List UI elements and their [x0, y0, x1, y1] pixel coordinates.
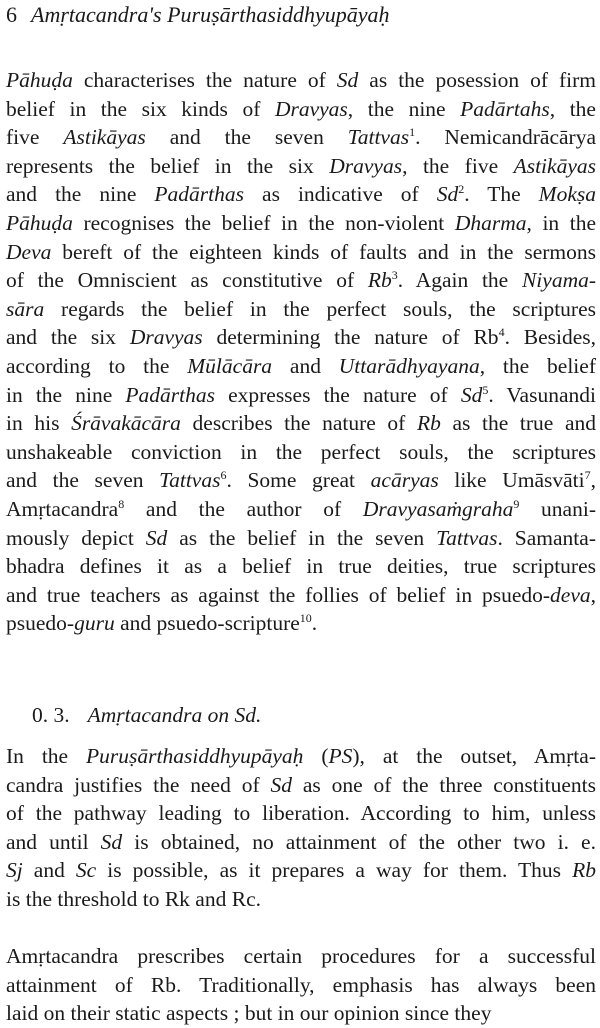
italic-term: Sc [75, 858, 97, 883]
italic-term: PS [328, 744, 353, 768]
text-run: represents the belief in the six [6, 153, 330, 178]
text-run: , the five [402, 153, 514, 178]
footnote-marker: 7 [584, 468, 591, 483]
footnote-marker: 10 [299, 611, 312, 626]
text-line [6, 352, 596, 381]
italic-term: Śrāvakācāra [71, 411, 181, 436]
text-run: . Again the [397, 268, 522, 293]
italic-term: Uttarādhyayana [338, 353, 480, 378]
italic-term: Dharma [454, 210, 527, 235]
running-header [6, 2, 596, 28]
text-run: . Nemicandrācārya [415, 125, 596, 150]
text-run: ( [303, 744, 329, 768]
text-run: , [590, 468, 596, 493]
footnote-marker: 2 [458, 182, 465, 197]
text-run: , in the [526, 210, 596, 235]
text-run: attainment of Rb. Traditionally, emphasis has always been [6, 972, 596, 997]
text-line [6, 856, 596, 885]
text-run: as the belief in the seven [167, 525, 437, 550]
italic-term: Astikāyas [63, 125, 146, 150]
text-run: psuedo- [6, 611, 75, 636]
section-title: Amṛtacandra on Sd. [87, 703, 262, 727]
text-line [6, 495, 596, 524]
text-run: expresses the nature of [214, 382, 461, 407]
text-line [6, 799, 596, 828]
text-run: , the nine [347, 96, 461, 121]
text-run: as one of the three constituents [291, 772, 596, 797]
italic-term: guru [74, 611, 115, 636]
italic-term: Padārtahs [460, 96, 550, 121]
text-run: candra justifies the need of [6, 772, 271, 797]
text-run: unshakeable conviction in the perfect souls, the scriptures [6, 439, 596, 464]
italic-term: Sd [100, 829, 123, 854]
text-run: determining the nature of Rb [202, 325, 499, 350]
text-run: as the posession of firm [358, 68, 597, 92]
text-line [6, 323, 596, 352]
text-run: and [22, 858, 76, 883]
text-run: and the seven [145, 125, 348, 150]
text-run: and the nine [6, 182, 155, 207]
text-run: and the six [6, 325, 130, 350]
italic-term: Dravyas [129, 325, 203, 350]
text-line [6, 942, 596, 971]
page-number: 6 [6, 2, 17, 27]
text-run: according to the [6, 353, 188, 378]
italic-term: Dravyasaṁgraha [362, 496, 514, 521]
italic-term: Rb [416, 411, 441, 436]
text-line [6, 742, 596, 771]
footnote-marker: 5 [482, 382, 489, 397]
text-run: characterises the nature of [72, 68, 337, 92]
text-run: and true teachers as against the follies of belief in psuedo- [6, 582, 551, 607]
text-run: is the threshold to Rk and Rc. [6, 886, 261, 911]
text-line [6, 466, 596, 495]
text-run: and psuedo-scripture [114, 611, 300, 636]
text-line [6, 438, 596, 467]
italic-term: Padārthas [125, 382, 215, 407]
section-number: 0. 3. [32, 703, 70, 727]
text-line [6, 180, 596, 209]
text-line [6, 828, 596, 857]
paragraph-1 [6, 66, 596, 638]
text-run: in the nine [6, 382, 126, 407]
text-run: is obtained, no attainment of the other two i. e. [122, 829, 596, 854]
text-line [6, 123, 596, 152]
text-run: five [6, 125, 64, 150]
text-run: , [590, 582, 596, 607]
paragraph-3 [6, 942, 596, 1028]
text-line [6, 885, 596, 914]
text-line [6, 295, 596, 324]
italic-term: acāryas [370, 468, 439, 493]
text-line [6, 581, 596, 610]
text-run: as indicative of [244, 182, 437, 207]
text-run: describes the nature of [180, 411, 417, 436]
text-run: in his [6, 411, 72, 436]
text-line [6, 152, 596, 181]
text-run: and the author of [124, 496, 363, 521]
text-run: and until [6, 829, 101, 854]
text-run: . Vasunandi [488, 382, 596, 407]
italic-term: Mūlācāra [187, 353, 273, 378]
text-line [6, 971, 596, 1000]
italic-term: Pāhuḍa [6, 210, 73, 235]
italic-term: Tattvas [159, 468, 221, 493]
italic-term: Sd [270, 772, 292, 797]
text-run: recognises the belief in the non-violent [72, 210, 455, 235]
text-run: Amṛtacandra prescribes certain procedures for a successful [6, 944, 596, 968]
text-run: laid on their static aspects ; but in our opinion since they [6, 1001, 492, 1026]
footnote-marker: 9 [513, 496, 520, 511]
text-run: of the Omniscient as constitutive of [6, 268, 368, 293]
text-line [6, 771, 596, 800]
text-line [6, 524, 596, 553]
text-run: mously depict [6, 525, 146, 550]
italic-term: Dravyas [329, 153, 403, 178]
italic-term: Deva [6, 239, 52, 264]
italic-term: Astikāyas [513, 153, 596, 178]
text-run: as the true and [440, 411, 596, 436]
text-run: and the seven [6, 468, 160, 493]
text-run: bereft of the eighteen kinds of faults and in the sermons [51, 239, 596, 264]
italic-term: Rb [367, 268, 392, 293]
footnote-marker: 6 [220, 468, 227, 483]
italic-term: Puruṣārthasiddhyupāyaḥ [86, 744, 304, 768]
footnote-marker: 3 [391, 268, 398, 282]
text-line [6, 209, 596, 238]
text-run: . Some great [226, 468, 371, 493]
italic-term: deva [550, 582, 591, 607]
text-run: . Samanta- [497, 525, 596, 550]
paragraph-2 [6, 742, 596, 914]
text-run: of the pathway leading to liberation. According to him, unless [6, 801, 596, 826]
text-run: ), at the outset, Amṛta- [352, 744, 596, 768]
italic-term: Pāhuḍa [6, 68, 73, 92]
italic-term: Tattvas [436, 525, 498, 550]
text-run: and [272, 353, 339, 378]
section-heading [32, 701, 261, 729]
text-run: bhadra defines it as a belief in true deities, true scriptures [6, 554, 596, 579]
italic-term: Sd [460, 382, 483, 407]
text-run: . The [464, 182, 539, 207]
text-line [6, 266, 596, 295]
italic-term: Sd [436, 182, 459, 207]
text-run: like Umāsvāti [438, 468, 585, 493]
text-run: , the belief [479, 353, 596, 378]
italic-term: Rb [572, 858, 596, 883]
text-run: regards the belief in the perfect souls, the scriptures [44, 296, 596, 321]
italic-term: Dravyas [274, 96, 348, 121]
text-run: Amṛtacandra [6, 496, 119, 521]
text-line [6, 552, 596, 581]
italic-term: Padārthas [154, 182, 244, 207]
text-line [6, 999, 596, 1028]
running-title: Amṛtacandra's Puruṣārthasiddhyupāyaḥ [31, 2, 390, 27]
text-line [6, 95, 596, 124]
text-run: In the [6, 744, 87, 768]
italic-term: Niyama- [521, 268, 597, 293]
italic-term: Sd [336, 68, 359, 92]
italic-term: Sd [145, 525, 168, 550]
text-run: . [311, 611, 318, 636]
text-run: belief in the six kinds of [6, 96, 275, 121]
text-line [6, 66, 596, 95]
italic-term: Mokṣa [538, 182, 596, 207]
text-run: . Besides, [504, 325, 596, 350]
text-line [6, 381, 596, 410]
text-line [6, 609, 596, 638]
footnote-marker: 1 [409, 125, 416, 140]
italic-term: Tattvas [347, 125, 410, 150]
footnote-marker: 4 [498, 325, 505, 340]
text-line [6, 409, 596, 438]
text-run: unani- [519, 496, 596, 521]
italic-term: Sj [6, 858, 23, 883]
italic-term: sāra [6, 296, 45, 321]
text-run: , the [549, 96, 596, 121]
text-run: is possible, as it prepares a way for them. Thus [96, 858, 573, 883]
text-line [6, 238, 596, 267]
footnote-marker: 8 [118, 496, 125, 511]
